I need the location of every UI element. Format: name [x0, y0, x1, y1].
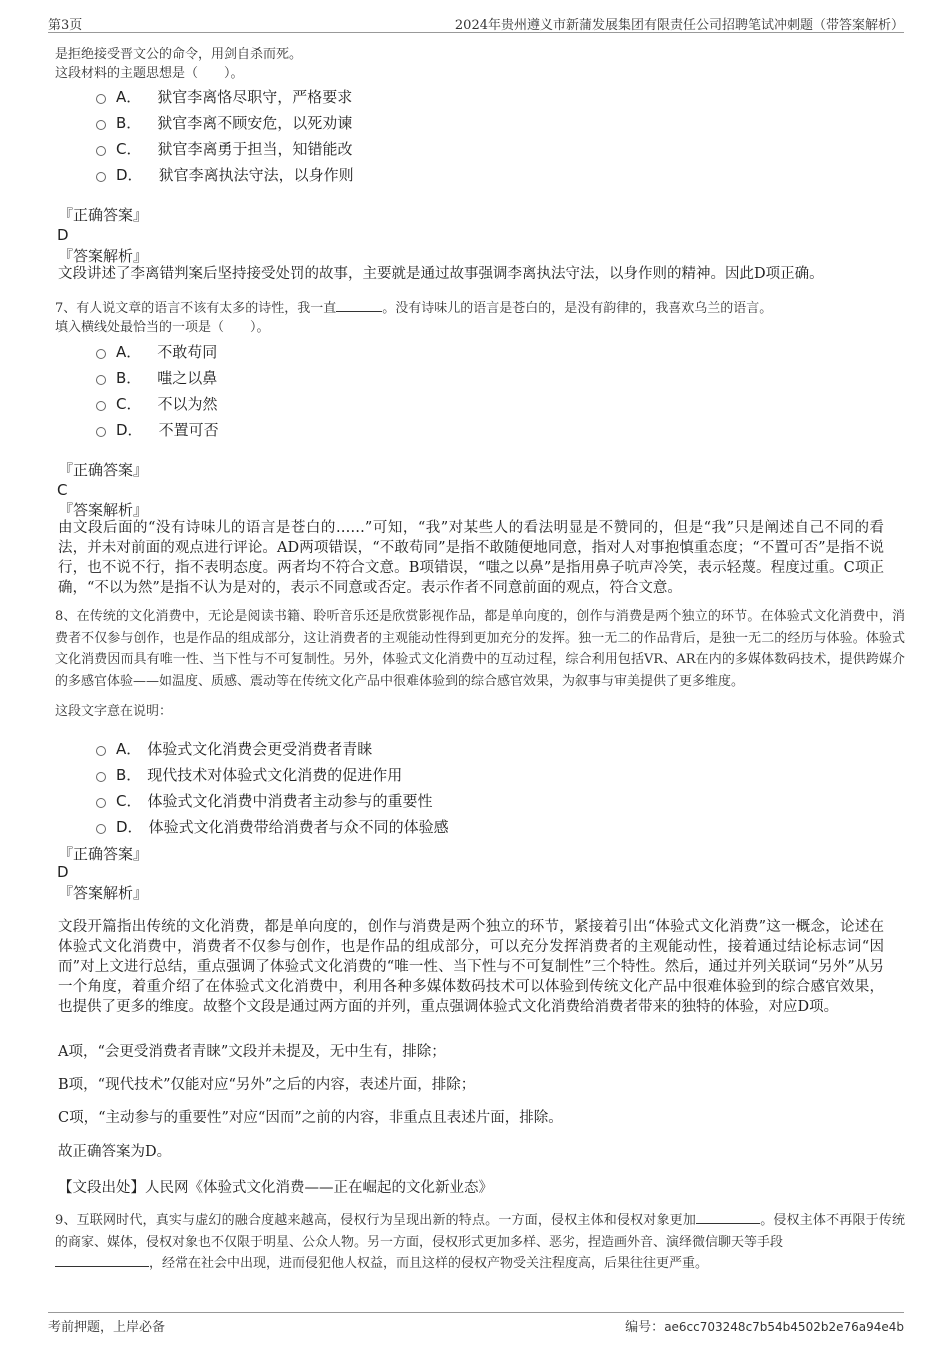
q7-option-a[interactable]: A． 不敢苟同 — [96, 341, 217, 363]
q6-option-a[interactable]: A． 狱官李离恪尽职守，严格要求 — [96, 86, 352, 108]
q7-option-d[interactable]: D． 不置可否 — [96, 419, 219, 441]
q7-stem: 7、有人说文章的语言不该有太多的诗性，我一直 。没有诗味儿的语言是苍白的，是没有韵律的，我喜欢乌兰的语言。 — [55, 301, 773, 316]
radio-icon[interactable] — [96, 120, 106, 130]
fill-blank — [336, 311, 382, 312]
q6-context-tail: 是拒绝接受晋文公的命令，用剑自杀而死。 — [55, 47, 303, 62]
q8-option-c[interactable]: C． 体验式文化消费中消费者主动参与的重要性 — [96, 790, 433, 812]
radio-icon[interactable] — [96, 824, 106, 834]
fill-blank — [55, 1266, 149, 1267]
q6-stem: 这段材料的主题思想是（ ）。 — [55, 66, 244, 81]
q6-analysis: 文段讲述了李离错判案后坚持接受处罚的故事，主要就是通过故事强调李离执法守法，以身作则的精神。因此D项正确。 — [58, 266, 824, 282]
document-code: 编号：ae6cc703248c7b54b4502b2e76a94e4b — [625, 1320, 904, 1335]
q6-option-d[interactable]: D． 狱官李离执法守法，以身作则 — [96, 164, 354, 186]
footer-divider — [48, 1312, 904, 1313]
q7-stem2: 填入横线处最恰当的一项是（ ）。 — [55, 320, 270, 335]
header-divider — [48, 32, 904, 33]
q8-passage: 8、在传统的文化消费中，无论是阅读书籍、聆听音乐还是欣赏影视作品，都是单向度的，创作与消费是两个独立的环节。在体验式文化消费中，消费者不仅参与创作，也是作品的组成部分，这让消费者的主观能动性得到更加充分的发挥。独一无二的作品背后，是独一无二的经历与体验。体验式文化消费因而具有唯一性、当下性与不可复制性。另外，体验式文化消费中的互动过程，综合利用包括VR、AR在内的多媒体数码技术，提供跨媒介的多感官体验——如温度、质感、震动等在传统文化产品中很难体验到的综合感官效果，为叙事与审美提供了更多维度。 — [55, 609, 905, 689]
q8-option-a-note: A项，“会更受消费者青睐”文段并未提及，无中生有，排除； — [58, 1044, 446, 1060]
radio-icon[interactable] — [96, 375, 106, 385]
q6-analysis-label: 『答案解析』 — [58, 247, 149, 265]
q8-answer-label: 『正确答案』 — [58, 845, 149, 863]
q7-answer: C — [57, 481, 68, 499]
q7-option-b[interactable]: B． 嗤之以鼻 — [96, 367, 217, 389]
q8-analysis: 文段开篇指出传统的文化消费，都是单向度的，创作与消费是两个独立的环节，紧接着引出“体验式文化消费”这一概念，论述在体验式文化消费中，消费者不仅参与创作，也是作品的组成部分，可以充分发挥消费者的主观能动性，接着通过结论标志词“因而”对上文进行总结，重点强调了体验式文化消费的“唯一性、当下性与不可复制性”三个特性。然后，通过并列关联词“另外”从另一个角度，着重介绍了在体验式文化消费中，利用各种多媒体数码技术可以体验到传统文化产品中很难体验到的综合感官效果，也提供了更多的维度。故整个文段是通过两方面的并列，重点强调体验式文化消费给消费者带来的独特的体验，对应D项。 — [58, 919, 884, 1015]
q8-conclusion: 故正确答案为D。 — [58, 1144, 172, 1160]
q8-option-a[interactable]: A． 体验式文化消费会更受消费者青睐 — [96, 738, 372, 760]
radio-icon[interactable] — [96, 772, 106, 782]
q9-passage: 9、互联网时代，真实与虚幻的融合度越来越高，侵权行为呈现出新的特点。一方面，侵权主体和侵权对象更加 。侵权主体不再限于传统的商家、媒体，侵权对象也不仅限于明星、公众人物。另一方面，侵权形式更加多样、恶劣，捏造画外音、演绎微信聊天等手段 ，经常在社会中出现，进而侵犯他人权益，而且这样的侵权产物受关注程度高，后果往往更严重。 — [55, 1213, 905, 1272]
radio-icon[interactable] — [96, 349, 106, 359]
radio-icon[interactable] — [96, 146, 106, 156]
q6-option-c[interactable]: C． 狱官李离勇于担当，知错能改 — [96, 138, 353, 160]
radio-icon[interactable] — [96, 401, 106, 411]
q6-option-b[interactable]: B． 狱官李离不顾安危，以死劝谏 — [96, 112, 352, 134]
q6-answer-label: 『正确答案』 — [58, 206, 149, 224]
q7-analysis-label: 『答案解析』 — [58, 501, 149, 519]
q7-analysis: 由文段后面的“没有诗味儿的语言是苍白的……”可知，“我”对某些人的看法明显是不赞同的，但是“我”只是阐述自己不同的看法，并未对前面的观点进行评论。AD两项错误，“不敢苟同”是指不敢随便地同意，指对人对事抱慎重态度；“不置可否”是指不说行，也不说不行，指不表明态度。两者均不符合文意。B项错误，“嗤之以鼻”是指用鼻子吭声冷笑，表示轻蔑。程度过重。C项正确，“不以为然”是指不认为是对的，表示不同意或否定。表示作者不同意前面的观点，符合文意。 — [58, 520, 884, 596]
radio-icon[interactable] — [96, 172, 106, 182]
q8-answer: D — [57, 863, 69, 881]
radio-icon[interactable] — [96, 746, 106, 756]
radio-icon[interactable] — [96, 94, 106, 104]
q8-option-d[interactable]: D． 体验式文化消费带给消费者与众不同的体验感 — [96, 816, 449, 838]
page-header — [48, 12, 904, 32]
q7-answer-label: 『正确答案』 — [58, 461, 149, 479]
q6-answer: D — [57, 226, 69, 244]
radio-icon[interactable] — [96, 798, 106, 808]
q8-option-c-note: C项，“主动参与的重要性”对应“因而”之前的内容，非重点且表述片面，排除。 — [58, 1110, 563, 1126]
q8-option-b[interactable]: B． 现代技术对体验式文化消费的促进作用 — [96, 764, 402, 786]
q8-option-b-note: B项，“现代技术”仅能对应“另外”之后的内容，表述片面，排除； — [58, 1077, 476, 1093]
radio-icon[interactable] — [96, 427, 106, 437]
footer-slogan: 考前押题，上岸必备 — [48, 1320, 166, 1335]
q8-source: 【文段出处】人民网《体验式文化消费——正在崛起的文化新业态》 — [58, 1180, 493, 1196]
q7-option-c[interactable]: C． 不以为然 — [96, 393, 218, 415]
document-title: 2024年贵州遵义市新蒲发展集团有限责任公司招聘笔试冲刺题（带答案解析） — [454, 18, 904, 33]
fill-blank — [696, 1223, 760, 1224]
q8-stem: 这段文字意在说明： — [55, 704, 173, 719]
page-number: 第3页 — [48, 18, 83, 33]
q8-analysis-label: 『答案解析』 — [58, 884, 149, 902]
